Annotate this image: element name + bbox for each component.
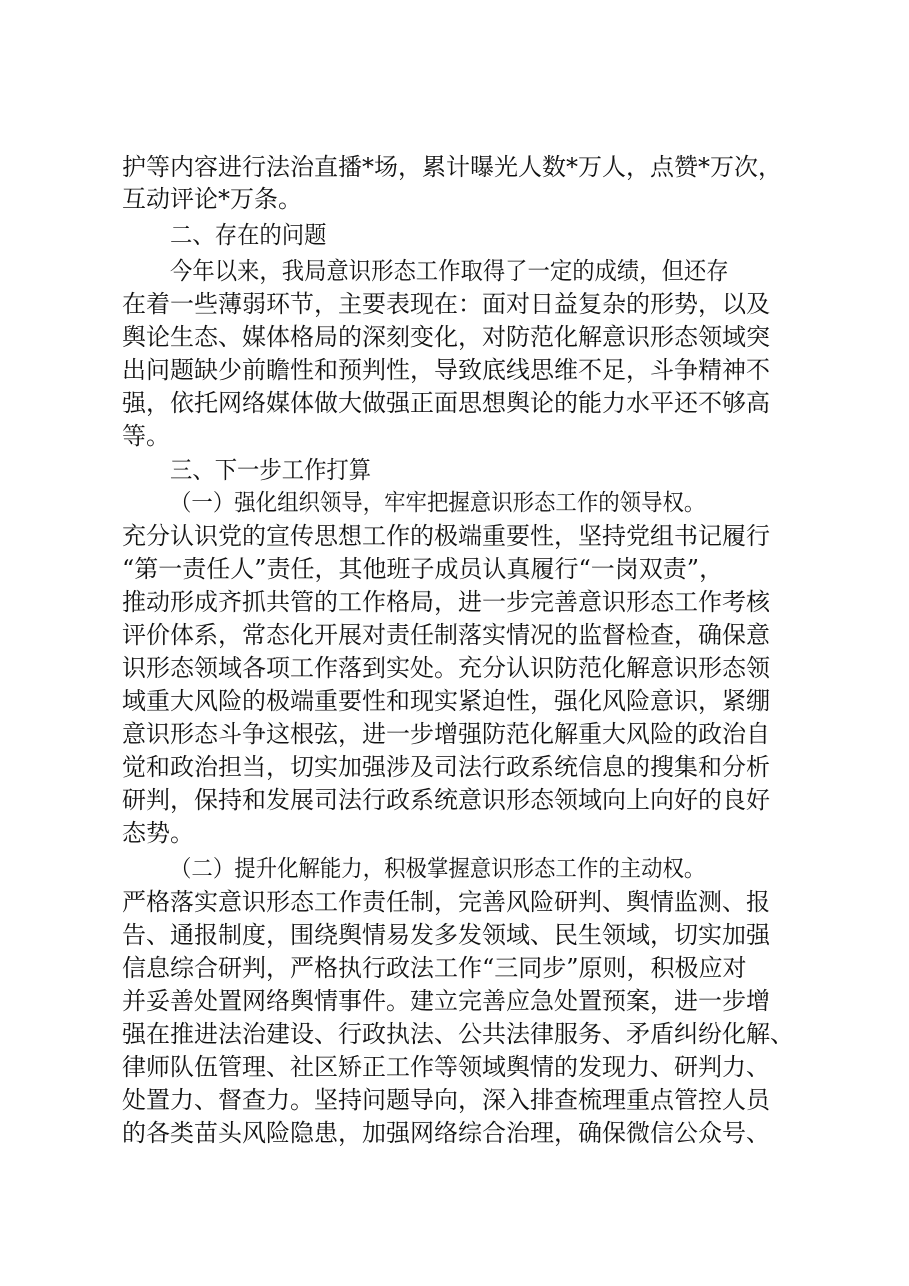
paragraph-line: 律师队伍管理、社区矫正工作等领域舆情的发现力、研判力、 (122, 1053, 770, 1081)
paragraph-line: 信息综合研判，严格执行政法工作“三同步”原则，积极应对 (122, 954, 747, 982)
paragraph-line: 识形态领域各项工作落到实处。充分认识防范化解意识形态领 (122, 654, 770, 682)
paragraph-line: 意识形态斗争这根弦，进一步增强防范化解重大风险的政治自 (122, 720, 770, 748)
paragraph-line: 强在推进法治建设、行政执法、公共法律服务、矛盾纠纷化解、 (122, 1020, 794, 1048)
paragraph-line: 处置力、督查力。坚持问题导向，深入排查梳理重点管控人员 (122, 1086, 770, 1114)
section-heading-next-steps: 三、下一步工作打算 (170, 456, 372, 484)
paragraph-line: 今年以来，我局意识形态工作取得了一定的成绩，但还存 (170, 257, 729, 285)
paragraph-line: “第一责任人”责任，其他班子成员认真履行“一岗双责”， (122, 555, 724, 583)
paragraph-line: 护等内容进行法治直播*场，累计曝光人数*万人，点赞*万次， (122, 153, 782, 181)
paragraph-line: 推动形成齐抓共管的工作格局，进一步完善意识形态工作考核 (122, 588, 770, 616)
paragraph-line: 态势。 (122, 819, 194, 847)
paragraph-line: 舆论生态、媒体格局的深刻变化，对防范化解意识形态领域突 (122, 323, 770, 351)
paragraph-line: 评价体系，常态化开展对责任制落实情况的监督检查，确保意 (122, 621, 770, 649)
sub-heading-leadership: （一）强化组织领导，牢牢把握意识形态工作的领导权。 (170, 490, 706, 516)
paragraph-line: 在着一些薄弱环节，主要表现在：面对日益复杂的形势，以及 (122, 290, 770, 318)
paragraph-line: 互动评论*万条。 (122, 185, 302, 213)
paragraph-line: 等。 (122, 422, 170, 450)
paragraph-line: 出问题缺少前瞻性和预判性，导致底线思维不足，斗争精神不 (122, 356, 770, 384)
paragraph-line: 强，依托网络媒体做大做强正面思想舆论的能力水平还不够高 (122, 389, 770, 417)
paragraph-line: 并妥善处置网络舆情事件。建立完善应急处置预案，进一步增 (122, 987, 770, 1015)
paragraph-line: 觉和政治担当，切实加强涉及司法行政系统信息的搜集和分析 (122, 753, 770, 781)
paragraph-line: 域重大风险的极端重要性和现实紧迫性，强化风险意识，紧绷 (122, 687, 770, 715)
sub-heading-capability: （二）提升化解能力，积极掌握意识形态工作的主动权。 (170, 856, 706, 882)
paragraph-line: 研判，保持和发展司法行政系统意识形态领域向上向好的良好 (122, 786, 770, 814)
paragraph-line: 充分认识党的宣传思想工作的极端重要性，坚持党组书记履行 (122, 522, 770, 550)
paragraph-line: 严格落实意识形态工作责任制，完善风险研判、舆情监测、报 (122, 888, 770, 916)
paragraph-line: 告、通报制度，围绕舆情易发多发领域、民生领域，切实加强 (122, 921, 770, 949)
section-heading-problems: 二、存在的问题 (170, 221, 327, 249)
paragraph-line: 的各类苗头风险隐患，加强网络综合治理，确保微信公众号、 (122, 1119, 770, 1147)
